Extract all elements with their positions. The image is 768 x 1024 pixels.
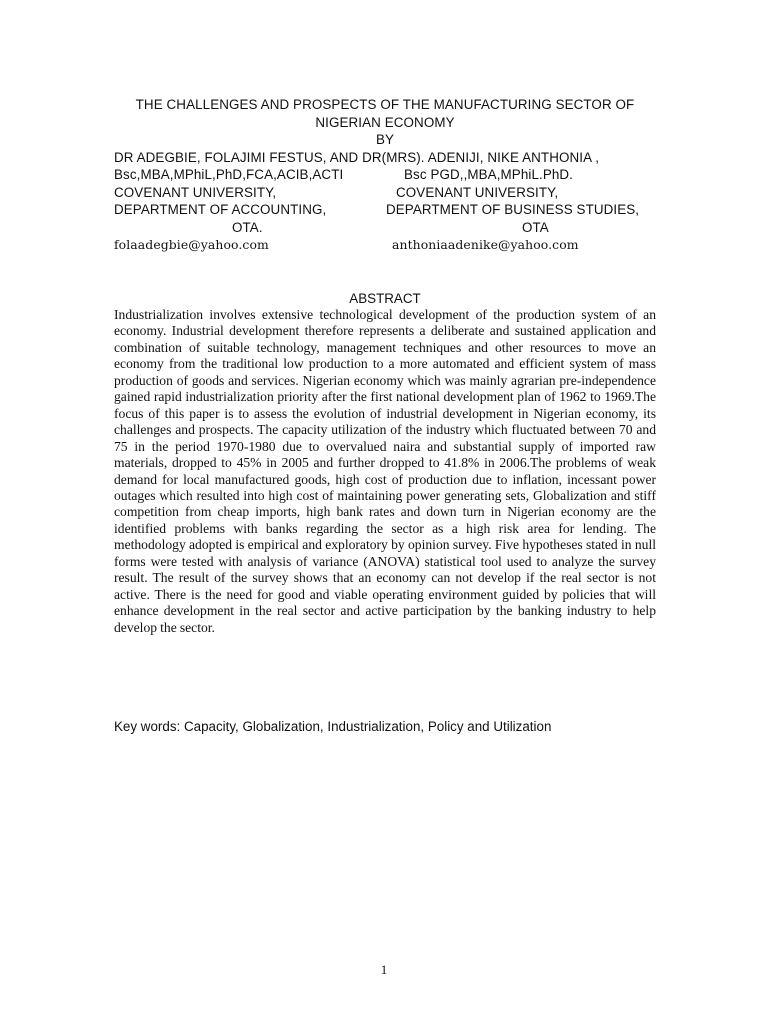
university-row — [114, 184, 656, 202]
paper-header — [114, 96, 656, 254]
author2-department: DEPARTMENT OF BUSINESS STUDIES, — [386, 202, 640, 217]
author2-email[interactable]: anthoniaadenike@yahoo.com — [392, 237, 579, 252]
city-row — [114, 219, 656, 237]
authors-names: DR ADEGBIE, FOLAJIMI FESTUS, AND DR(MRS). ADENIJI, NIKE ANTHONIA , — [114, 149, 600, 165]
department-row — [114, 201, 656, 219]
author1-university: COVENANT UNIVERSITY, — [114, 184, 277, 200]
author2-city: OTA — [522, 219, 549, 235]
abstract-text: Industrialization involves extensive technological development of the production system of an economy. Industrial development therefore represents a deliberate and sustained application and combination of suitable technology, management techniques and other resources to move an economy from the traditional low production to a more automated and efficient system of mass production of goods and services. Nigerian economy which was mainly agrarian pre-independence gained rapid industrialization priority after the first national development plan of 1962 to 1969.The focus of this paper is to assess the evolution of industrial development in Nigerian economy, its challenges and prospects. The capacity utilization of the industry which fluctuated between 70 and 75 in the period 1970-1980 due to overvalued naira and substantial supply of imported raw materials, dropped to 45% in 2005 and further dropped to 41.8% in 2006.The problems of weak demand for local manufactured goods, high cost of production due to inflation, incessant power outages which resulted into high cost of maintaining power generating sets, Globalization and stiff competition from cheap imports, high bank rates and down turn in Nigerian economy are the identified problems with banks regarding the sector as a high risk area for lending. The methodology adopted is empirical and exploratory by opinion survey. Five hypotheses stated in null forms were tested with analysis of variance (ANOVA) statistical tool used to analyze the survey result. The result of the survey shows that an economy can not develop if the real sector is not active. There is the need for good and viable operating environment guided by policies that will enhance development in the real sector and active participation by the banking industry to help develop the sector. — [114, 307, 656, 635]
author1-department: DEPARTMENT OF ACCOUNTING, — [114, 202, 327, 217]
author1-city: OTA. — [232, 219, 263, 235]
email-row — [114, 236, 656, 254]
abstract-heading: ABSTRACT — [349, 291, 421, 306]
keywords-line: Key words: Capacity, Globalization, Industrialization, Policy and Utilization — [114, 719, 552, 734]
page-number: 1 — [380, 962, 388, 977]
qualifications-row — [114, 166, 656, 184]
by-label: BY — [375, 132, 395, 147]
author2-university: COVENANT UNIVERSITY, — [396, 184, 559, 200]
authors-line — [114, 149, 656, 167]
author1-email[interactable]: folaadegbie@yahoo.com — [114, 237, 269, 252]
paper-title-line-1: THE CHALLENGES AND PROSPECTS OF THE MANUFACTURING SECTOR OF — [135, 97, 635, 112]
author2-qualifications: Bsc PGD,,MBA,MPhiL.PhD. — [404, 167, 573, 182]
paper-title-line-2: NIGERIAN ECONOMY — [315, 114, 455, 130]
author1-qualifications: Bsc,MBA,MPhiL,PhD,FCA,ACIB,ACTI — [114, 167, 344, 182]
